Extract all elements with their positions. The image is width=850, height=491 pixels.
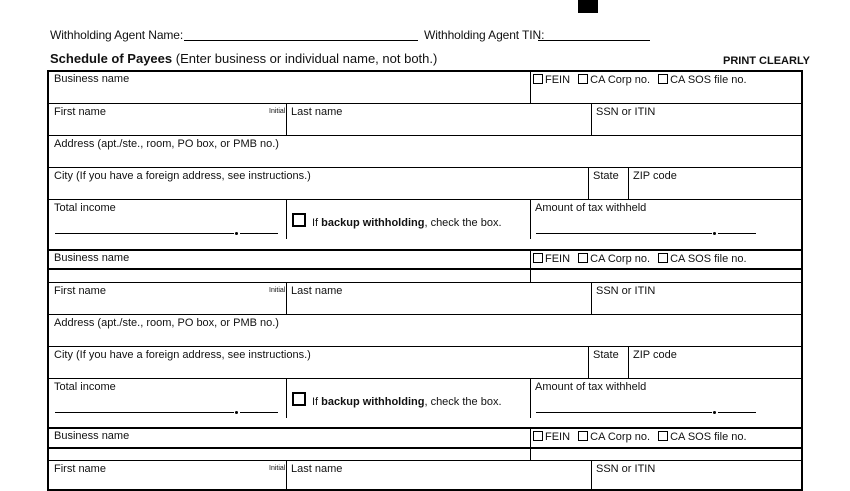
amount-withheld-label: Amount of tax withheld	[535, 202, 647, 214]
fein-checkbox[interactable]	[533, 253, 543, 263]
ssn-itin-label: SSN or ITIN	[596, 463, 656, 475]
zip-label: ZIP code	[633, 170, 677, 182]
entity-type-options: FEIN CA Corp no. CA SOS file no.	[533, 253, 747, 265]
state-label: State	[593, 349, 619, 361]
payee-block-3	[47, 427, 803, 491]
state-label: State	[593, 170, 619, 182]
business-row	[49, 72, 801, 104]
ca-sos-checkbox[interactable]	[658, 431, 668, 441]
agent-tin-label: Withholding Agent TIN:	[424, 28, 545, 42]
first-name-label: First name	[54, 106, 106, 118]
total-income-label: Total income	[54, 202, 116, 214]
address-label: Address (apt./ste., room, PO box, or PMB no.)	[54, 138, 279, 150]
ca-corp-checkbox[interactable]	[578, 431, 588, 441]
amount-withheld-dollars[interactable]	[536, 412, 712, 413]
total-income-cents[interactable]	[240, 412, 278, 413]
business-name-label: Business name	[54, 252, 130, 264]
amount-withheld-label: Amount of tax withheld	[535, 381, 647, 393]
city-row	[49, 346, 801, 379]
name-row	[49, 282, 801, 315]
last-name-label: Last name	[291, 285, 343, 297]
backup-withholding-label: If backup withholding, check the box.	[312, 396, 502, 408]
amounts-row	[49, 199, 801, 239]
address-row	[49, 135, 801, 168]
address-row	[49, 314, 801, 347]
ca-sos-checkbox[interactable]	[658, 74, 668, 84]
initial-label: Initial	[269, 108, 286, 115]
total-income-dollars[interactable]	[55, 233, 234, 234]
fein-checkbox[interactable]	[533, 431, 543, 441]
agent-tin-field[interactable]	[538, 40, 650, 41]
backup-withholding-label: If backup withholding, check the box.	[312, 217, 502, 229]
print-clearly: PRINT CLEARLY	[723, 55, 810, 67]
agent-name-field[interactable]	[184, 40, 418, 41]
business-row	[49, 251, 801, 283]
backup-withholding-checkbox[interactable]	[292, 213, 306, 227]
ca-corp-checkbox[interactable]	[578, 253, 588, 263]
amounts-row	[49, 378, 801, 418]
name-row	[49, 460, 801, 489]
city-row	[49, 167, 801, 200]
corner-mark	[578, 0, 598, 13]
schedule-title-note: (Enter business or individual name, not both.)	[175, 51, 438, 66]
entity-type-options: FEIN CA Corp no. CA SOS file no.	[533, 74, 747, 86]
ca-sos-checkbox[interactable]	[658, 253, 668, 263]
initial-label: Initial	[269, 287, 286, 294]
last-name-label: Last name	[291, 106, 343, 118]
total-income-dollars[interactable]	[55, 412, 234, 413]
first-name-label: First name	[54, 463, 106, 475]
amount-withheld-dollars[interactable]	[536, 233, 712, 234]
amount-withheld-cents[interactable]	[718, 412, 756, 413]
zip-label: ZIP code	[633, 349, 677, 361]
last-name-label: Last name	[291, 463, 343, 475]
agent-name-label: Withholding Agent Name:	[50, 28, 184, 42]
payee-block-1	[47, 70, 803, 270]
business-row	[49, 429, 801, 461]
ssn-itin-label: SSN or ITIN	[596, 285, 656, 297]
schedule-title-bold: Schedule of Payees	[50, 51, 173, 66]
amount-withheld-cents[interactable]	[718, 233, 756, 234]
city-label: City (If you have a foreign address, see instructions.)	[54, 349, 311, 361]
ssn-itin-label: SSN or ITIN	[596, 106, 656, 118]
payee-block-2	[47, 249, 803, 449]
total-income-cents[interactable]	[240, 233, 278, 234]
first-name-label: First name	[54, 285, 106, 297]
city-label: City (If you have a foreign address, see instructions.)	[54, 170, 311, 182]
address-label: Address (apt./ste., room, PO box, or PMB no.)	[54, 317, 279, 329]
business-name-label: Business name	[54, 73, 130, 85]
total-income-label: Total income	[54, 381, 116, 393]
initial-label: Initial	[269, 465, 286, 472]
name-row	[49, 103, 801, 136]
fein-checkbox[interactable]	[533, 74, 543, 84]
entity-type-options: FEIN CA Corp no. CA SOS file no.	[533, 431, 747, 443]
schedule-title	[50, 51, 437, 66]
business-name-label: Business name	[54, 430, 130, 442]
ca-corp-checkbox[interactable]	[578, 74, 588, 84]
backup-withholding-checkbox[interactable]	[292, 392, 306, 406]
